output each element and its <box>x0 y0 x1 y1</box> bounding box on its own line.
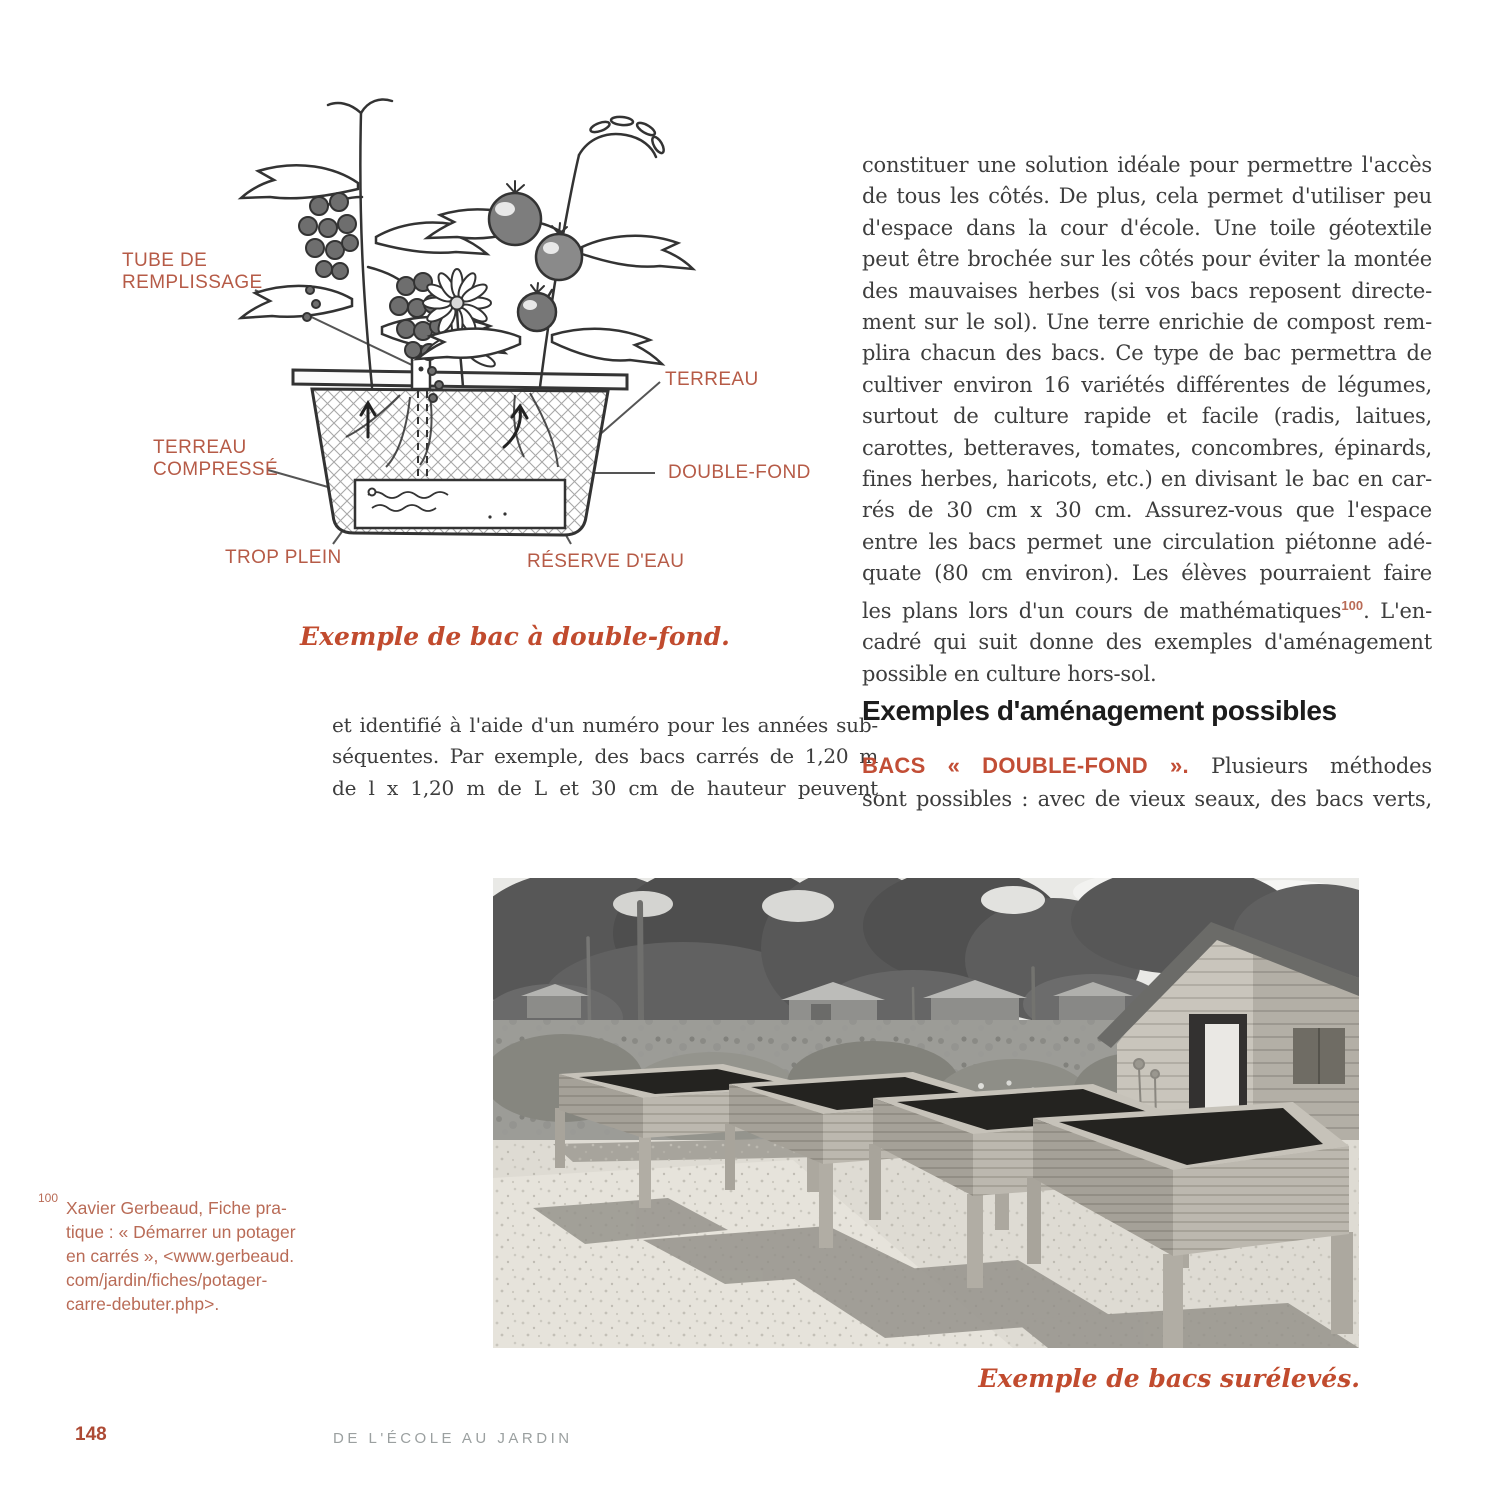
paragraph-line: quate (80 cm environ). Les élèves pourraient faire <box>862 561 1432 586</box>
diagram-label-terreau: TERREAU <box>665 369 759 390</box>
bacs-run-in-label: BACS « DOUBLE-FOND ». <box>862 753 1189 778</box>
diagram-label-trop-plein: TROP PLEIN <box>225 547 342 568</box>
bacs-paragraph <box>862 750 1432 815</box>
footnote-line: Xavier Gerbeaud, Fiche pra- <box>66 1198 287 1218</box>
footnote-marker: 100 <box>38 1191 59 1205</box>
paragraph-line: entre les bacs permet une circulation piétonne adé- <box>862 529 1432 554</box>
paragraph-line: fines herbes, haricots, etc.) en divisant le bac en car- <box>862 467 1432 492</box>
diagram-label-double-fond: DOUBLE-FOND <box>668 462 811 483</box>
paragraph-line: plira chacun des bacs. Ce type de bac permettra de <box>862 341 1432 366</box>
footnote-line: en carrés », <www.gerbeaud. <box>66 1246 295 1266</box>
paragraph-line: d'espace dans la cour d'école. Une toile géotextile <box>862 215 1432 240</box>
diagram-label-tube-line1: TUBE DE <box>122 250 208 271</box>
photo-caption: Exemple de bacs surélevés. <box>978 1364 1360 1393</box>
paragraph-line-with-footnote <box>862 590 1432 627</box>
paragraph-text: les plans lors d'un cours de mathématiques <box>862 598 1342 623</box>
diagram-caption: Exemple de bac à double-fond. <box>300 622 730 651</box>
paragraph-line: peut être brochée sur les côtés pour éviter la montée <box>862 247 1432 272</box>
diagram-label-tube <box>122 250 263 294</box>
left-text-column <box>332 710 878 804</box>
diagram-label-terreau-compresse-line2: COMPRESSÉ <box>153 459 279 480</box>
diagram-label-reserve-eau: RÉSERVE D'EAU <box>527 551 685 572</box>
section-heading: Exemples d'aménagement possibles <box>862 695 1337 726</box>
footnote <box>66 1196 316 1316</box>
page-number: 148 <box>75 1424 107 1445</box>
paragraph-line: des mauvaises herbes (si vos bacs reposent directe- <box>862 278 1432 303</box>
raised-beds-photo <box>493 878 1359 1348</box>
planter-diagram-svg <box>100 85 820 615</box>
paragraph-line: rés de 30 cm x 30 cm. Assurez-vous que l'espace <box>862 498 1432 523</box>
paragraph-line: possible en culture hors-sol. <box>862 661 1157 686</box>
diagram-label-terreau-compresse <box>153 437 278 481</box>
footnote-line: com/jardin/fiches/potager- <box>66 1270 268 1290</box>
planter-diagram <box>100 85 820 615</box>
paragraph-line: séquentes. Par exemple, des bacs carrés de 1,20 m <box>332 744 878 769</box>
raised-beds-photo-svg <box>493 878 1359 1348</box>
paragraph-text: Plusieurs méthodes <box>1211 754 1432 778</box>
paragraph-line: ment sur le sol). Une terre enrichie de compost rem- <box>862 310 1432 335</box>
footnote-line: tique : « Démarrer un potager <box>66 1222 296 1242</box>
diagram-label-terreau-compresse-line1: TERREAU <box>153 437 247 458</box>
paragraph-line: de l x 1,20 m de L et 30 cm de hauteur peuvent <box>332 775 878 800</box>
paragraph-line: et identifié à l'aide d'un numéro pour les années sub- <box>332 713 878 737</box>
planter-box <box>293 347 627 535</box>
paragraph-line <box>862 750 1432 783</box>
paragraph-line: carottes, betteraves, tomates, concombres, épinards, <box>862 435 1432 460</box>
right-text-column <box>862 150 1432 690</box>
paragraph-text: . L'en- <box>1363 598 1432 623</box>
diagram-label-tube-line2: REMPLISSAGE <box>122 272 263 293</box>
paragraph-line: surtout de culture rapide et facile (radis, laitues, <box>862 404 1432 429</box>
paragraph-line: de tous les côtés. De plus, cela permet d'utiliser peu <box>862 184 1432 209</box>
paragraph-line: cultiver environ 16 variétés différentes de légumes, <box>862 372 1432 397</box>
paragraph-line: cadré qui suit donne des exemples d'aménagement <box>862 630 1432 655</box>
footnote-reference: 100 <box>1341 597 1364 613</box>
running-title: DE L'ÉCOLE AU JARDIN <box>333 1430 573 1447</box>
footnote-line: carre-debuter.php>. <box>66 1294 220 1314</box>
paragraph-line: sont possibles : avec de vieux seaux, des bacs verts, <box>862 786 1432 811</box>
paragraph-line: constituer une solution idéale pour permettre l'accès <box>862 153 1432 177</box>
